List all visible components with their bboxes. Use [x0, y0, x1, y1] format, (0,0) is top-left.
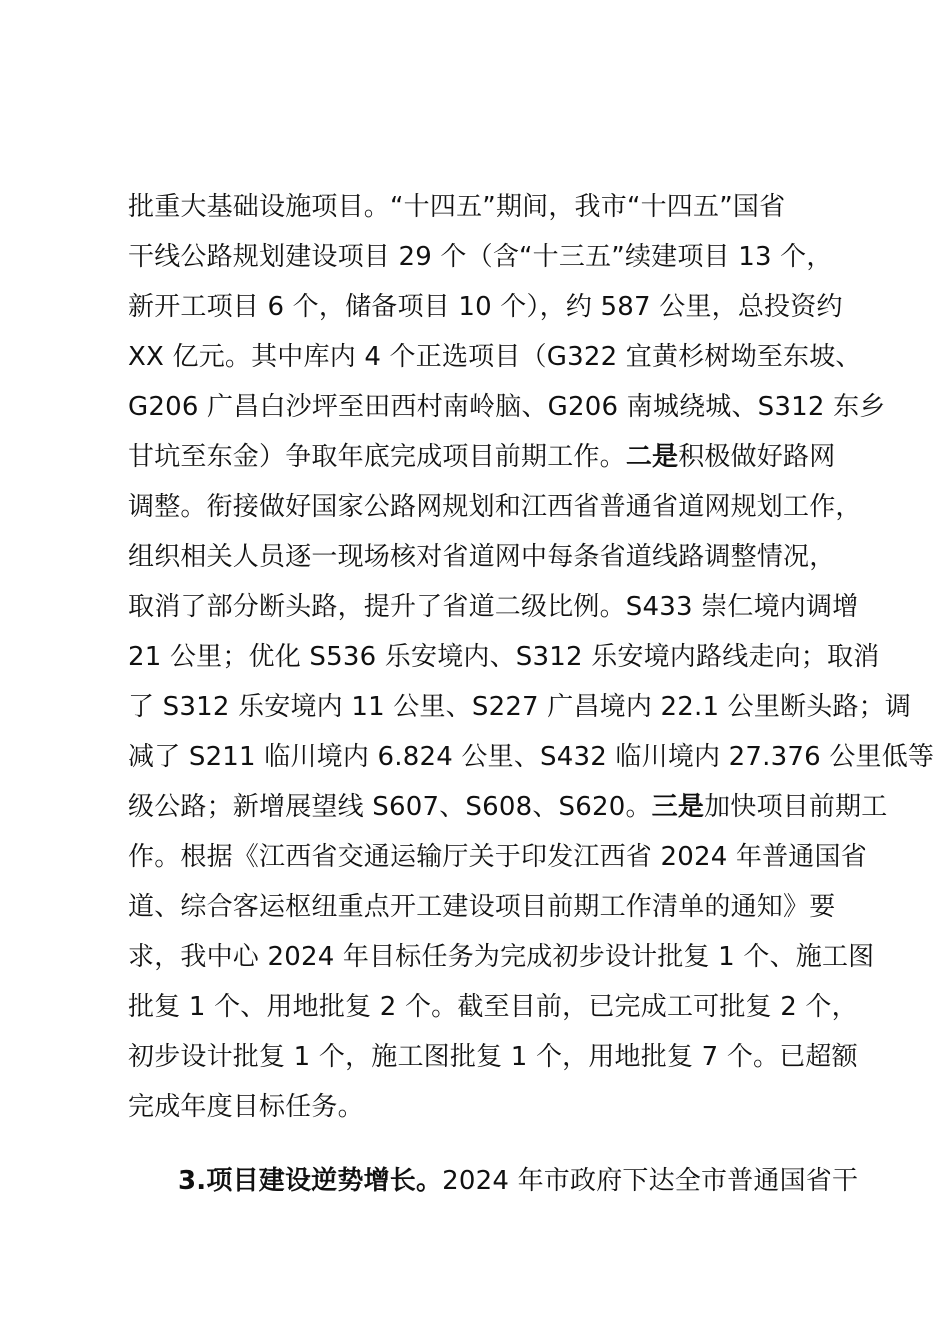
- text-segment: 组织相关人员逐一现场核对省道网中每条省道线路调整情况，: [128, 542, 836, 572]
- text-segment: 求，我中心 2024 年目标任务为完成初步设计批复 1 个、施工图: [128, 942, 875, 972]
- text-line: [128, 832, 868, 882]
- text-line: [128, 632, 880, 682]
- text-line: [128, 732, 935, 782]
- text-line: [128, 332, 868, 382]
- text-line: [128, 1082, 868, 1132]
- text-line: [128, 432, 868, 482]
- text-segment: 初步设计批复 1 个，施工图批复 1 个，用地批复 7 个。已超额: [128, 1042, 858, 1072]
- text-segment: 了 S312 乐安境内 11 公里、S227 广昌境内 22.1 公里断头路；调: [128, 692, 912, 722]
- text-segment: 道、综合客运枢纽重点开工建设项目前期工作清单的通知》要: [128, 892, 836, 922]
- text-line: [128, 382, 886, 432]
- text-segment: 干线公路规划建设项目 29 个（含“十三五”续建项目 13 个，: [128, 242, 833, 272]
- text-line: [128, 282, 868, 332]
- text-line: [128, 582, 868, 632]
- text-segment: 完成年度目标任务。: [128, 1092, 364, 1122]
- section-heading: 3.项目建设逆势增长。: [178, 1166, 443, 1196]
- text-line: [128, 232, 868, 282]
- text-segment: XX 亿元。其中库内 4 个正选项目（G322 宜黄杉树坳至东坡、: [128, 342, 862, 372]
- bold-text-segment: 二是: [625, 442, 679, 472]
- text-line: [128, 882, 868, 932]
- text-segment: 甘坑至东金）争取年底完成项目前期工作。: [128, 442, 626, 472]
- text-segment: 加快项目前期工: [704, 792, 888, 822]
- paragraph-text: 2024 年市政府下达全市普通国省干: [442, 1166, 859, 1196]
- text-segment: 积极做好路网: [678, 442, 836, 472]
- text-segment: 新开工项目 6 个，储备项目 10 个），约 587 公里，总投资约: [128, 292, 843, 322]
- text-line: [128, 682, 912, 732]
- paragraph-lines: [128, 182, 935, 1132]
- paragraph-3-first-line: [128, 1156, 868, 1206]
- text-segment: 批重大基础设施项目。“十四五”期间，我市“十四五”国省: [128, 192, 786, 222]
- body-text: [128, 182, 935, 1206]
- bold-text-segment: 三是: [651, 792, 705, 822]
- text-line: [128, 1032, 868, 1082]
- text-line: [128, 782, 888, 832]
- text-line: [128, 182, 868, 232]
- text-segment: 批复 1 个、用地批复 2 个。截至目前，已完成工可批复 2 个，: [128, 992, 858, 1022]
- text-line: [128, 482, 868, 532]
- text-segment: 级公路；新增展望线 S607、S608、S620。: [128, 792, 652, 822]
- text-segment: 作。根据《江西省交通运输厅关于印发江西省 2024 年普通国省: [128, 842, 867, 872]
- text-segment: 调整。衔接做好国家公路网规划和江西省普通省道网规划工作，: [128, 492, 862, 522]
- text-line: [128, 932, 875, 982]
- text-segment: 取消了部分断头路，提升了省道二级比例。S433 崇仁境内调增: [128, 592, 859, 622]
- text-segment: 减了 S211 临川境内 6.824 公里、S432 临川境内 27.376 公里低等: [128, 742, 935, 772]
- text-segment: 21 公里；优化 S536 乐安境内、S312 乐安境内路线走向；取消: [128, 642, 880, 672]
- text-line: [128, 982, 868, 1032]
- text-segment: G206 广昌白沙坪至田西村南岭脑、G206 南城绕城、S312 东乡: [128, 392, 886, 422]
- text-line: [128, 532, 868, 582]
